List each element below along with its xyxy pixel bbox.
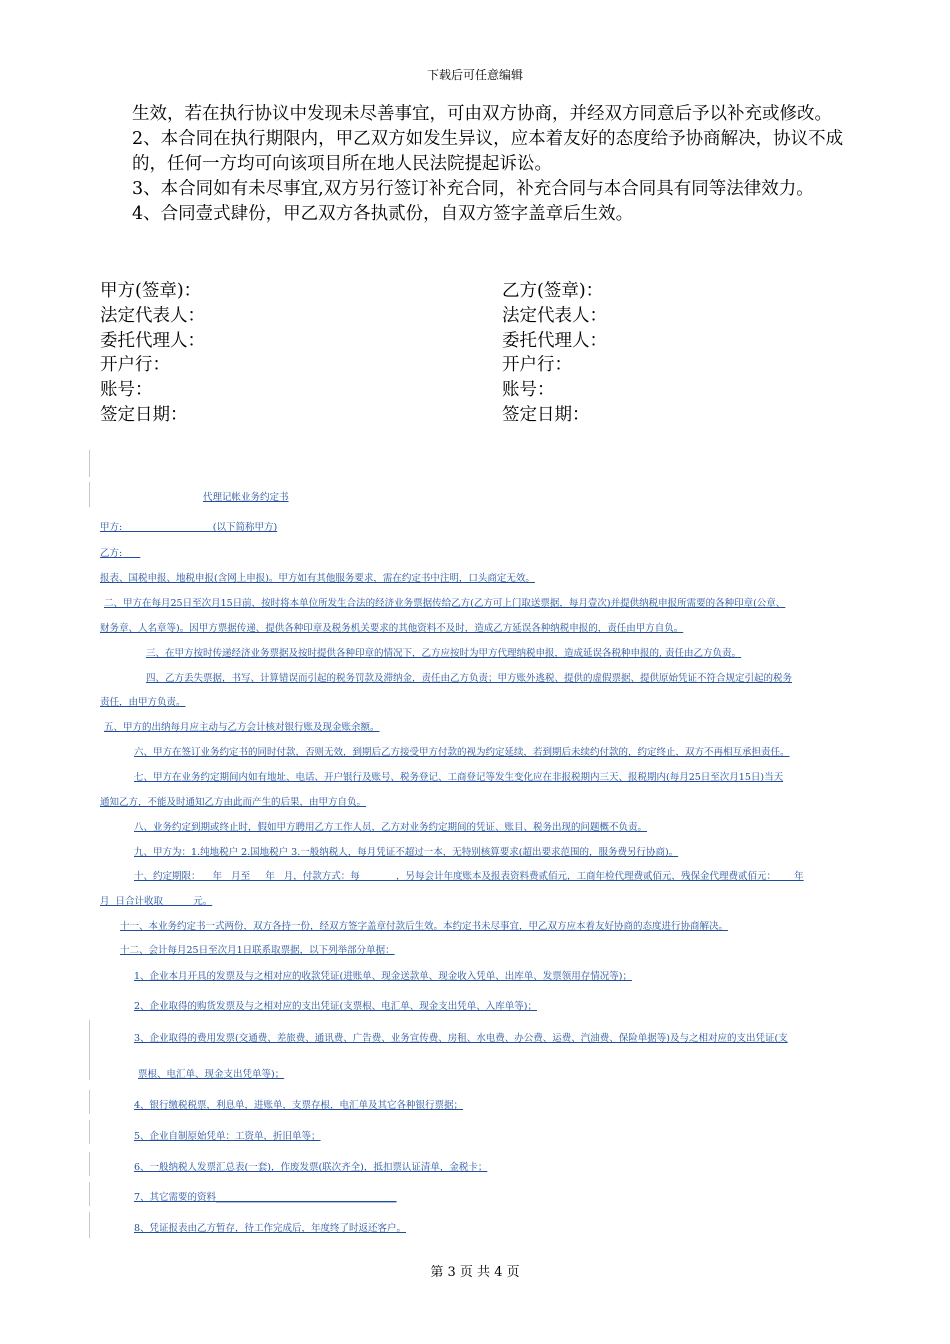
clause-3: 3、本合同如有未尽事宜,双方另行签订补充合同，补充合同与本合同具有同等法律效力。 [132, 179, 814, 199]
margin-bar [89, 1020, 90, 1080]
appendix-line: 1、企业本月开具的发票及与之相对应的收款凭证(进账单、现金送款单、现金收入凭单、出库单、发票领用存情况等)； [134, 971, 632, 982]
appendix-line: 八、业务约定到期或终止时，假如甲方聘用乙方工作人员，乙方对业务约定期间的凭证、账目、税务出现的问题概不负责。 [134, 822, 648, 833]
clause-continuation: 生效，若在执行协议中发现未尽善事宜，可由双方协商，并经双方同意后予以补充或修改。 [132, 104, 832, 124]
appendix-line: 5、企业自制原始凭单：工资单，折旧单等； [134, 1131, 321, 1142]
signature-row [100, 279, 860, 304]
party-b-account-label: 账号： [502, 380, 555, 401]
margin-bar [89, 1120, 90, 1144]
signature-row [100, 304, 860, 329]
party-b-date-label: 签定日期： [502, 404, 590, 425]
party-a-bank-label: 开户行： [100, 355, 170, 376]
party-b-bank-label: 开户行： [502, 355, 572, 376]
party-a-agent-label: 委托代理人： [100, 330, 205, 351]
signature-row [100, 403, 860, 428]
margin-bar [89, 482, 90, 507]
contract-clauses [100, 102, 855, 227]
party-a-date-label: 签定日期： [100, 404, 188, 425]
party-a-seal-label: 甲方(签章)： [100, 281, 202, 301]
signature-row [100, 329, 860, 354]
appendix-line: 4、银行缴税税票，利息单，进账单，支票存根，电汇单及其它各种银行票据； [134, 1100, 464, 1111]
appendix-line: 四、乙方丢失票据，书写、计算错误而引起的税务罚款及滞纳金，责任由乙方负责；甲方账外逃税、提供的虚假票据、提供原始凭证不符合规定引起的税务 [146, 673, 793, 684]
appendix-line: 报表、国税申报、地税申报(含网上申报)。甲方如有其他服务要求，需在约定书中注明，口头商定无效。 [100, 573, 535, 584]
margin-bar [89, 1182, 90, 1206]
appendix-line: 6、一般纳税人发票汇总表(一套)，作废发票(联次齐全)，抵扣票认证清单，金税卡； [134, 1162, 488, 1173]
appendix-line: 六、甲方在签订业务约定书的同时付款，否则无效，到期后乙方接受甲方付款的视为约定延续，若到期后未续约付款的，约定终止，双方不再相互承担责任。 [134, 747, 790, 758]
clause-2: 2、本合同在执行期限内，甲乙双方如发生异议，应本着友好的态度给予协商解决，协议不成的，任何一方均可向该项目所在地人民法院提起诉讼。 [132, 129, 844, 174]
appendix-line: 8、凭证报表由乙方暂存，待工作完成后，年度终了时返还客户。 [134, 1223, 407, 1234]
signature-row [100, 353, 860, 378]
signature-row [100, 378, 860, 403]
appendix-line: 2、企业取得的购货发票及与之相对应的支出凭证(支票根、电汇单、现金支出凭单、入库单等)； [134, 1001, 537, 1012]
party-a-line: 甲方: (以下简称甲方) [100, 522, 278, 533]
margin-bar [89, 1212, 90, 1238]
appendix-line: 二、甲方在每月25日至次月15日前，按时将本单位所发生合法的经济业务票据传给乙方(乙方可上门取送票据，每月壹次)并提供纳税申报所需要的各种印章(公章、 [104, 598, 786, 609]
appendix-line: 3、企业取得的费用发票(交通费、差旅费、通讯费、广告费、业务宣传费、房租、水电费、办公费、运费、汽油费、保险单据等)及与之相对应的支出凭证(支 [134, 1033, 788, 1044]
appendix-line: 通知乙方，不能及时通知乙方由此而产生的后果，由甲方自负。 [100, 797, 367, 808]
margin-bar [89, 1090, 90, 1114]
appendix-line: 月 日合计收取 元。 [100, 896, 213, 907]
appendix-title: 代理记帐业务约定书 [203, 492, 289, 503]
margin-bar [89, 1152, 90, 1176]
appendix-line: 十二、会计每月25日至次月1日联系取票据，以下列举部分单据： [120, 945, 395, 956]
appendix-line: 票根、电汇单、现金支出凭单等)； [138, 1069, 285, 1080]
party-a-account-label: 账号： [100, 380, 153, 401]
party-b-line: 乙方: [100, 548, 123, 559]
appendix-line: 十、约定期限： 年 月至 年 月，付款方式：每 ，另每会计年度账本及报表资料费贰佰元，工商年检代理费贰佰元，残保金代理费贰佰元： 年 [134, 871, 804, 882]
page-header: 下载后可任意编辑 [426, 68, 523, 82]
appendix-line: 九、甲方为：1.纯地税户 2.国地税户 3.一般纳税人，每月凭证不超过一本，无特别核算要求(超出要求范围的，服务费另行协商)。 [134, 847, 679, 858]
clause-4: 4、合同壹式肆份，甲乙双方各执贰份，自双方签字盖章后生效。 [132, 204, 634, 224]
appendix-line: 十一、本业务约定书一式两份，双方各持一份，经双方签字盖章付款后生效。本约定书未尽事宜，甲乙双方应本着友好协商的态度进行协商解决。 [120, 921, 729, 932]
party-a-legal-rep-label: 法定代表人： [100, 305, 205, 326]
appendix-line: 财务章、人名章等)。因甲方票据传递、提供各种印章及税务机关要求的其他资料不及时，造成乙方延误各种纳税申报的，责任由甲方自负。 [100, 623, 684, 634]
signature-block [100, 279, 860, 428]
appendix-line: 7、其它需要的资料______________________________________ [134, 1192, 397, 1203]
margin-bar [89, 450, 90, 477]
page-footer: 第 3 页 共 4 页 [430, 1265, 520, 1280]
appendix-line: 五、甲方的出纳每月应主动与乙方会计核对银行账及现金账余额。 [104, 722, 380, 733]
appendix-line: 七、甲方在业务约定期间内如有地址、电话、开户银行及账号、税务登记、工商登记等发生变化应在非报税期内三天、报税期内(每月25日至次月15日)当天 [134, 772, 784, 783]
appendix-line: 责任，由甲方负责。 [100, 697, 186, 708]
appendix-line: 三、在甲方按时传递经济业务票据及按时提供各种印章的情况下，乙方应按时为甲方代理纳税申报，造成延误各税种申报的, 责任由乙方负责。 [146, 648, 742, 659]
party-b-agent-label: 委托代理人： [502, 330, 607, 351]
party-b-seal-label: 乙方(签章)： [502, 281, 604, 301]
party-b-legal-rep-label: 法定代表人： [502, 305, 607, 326]
